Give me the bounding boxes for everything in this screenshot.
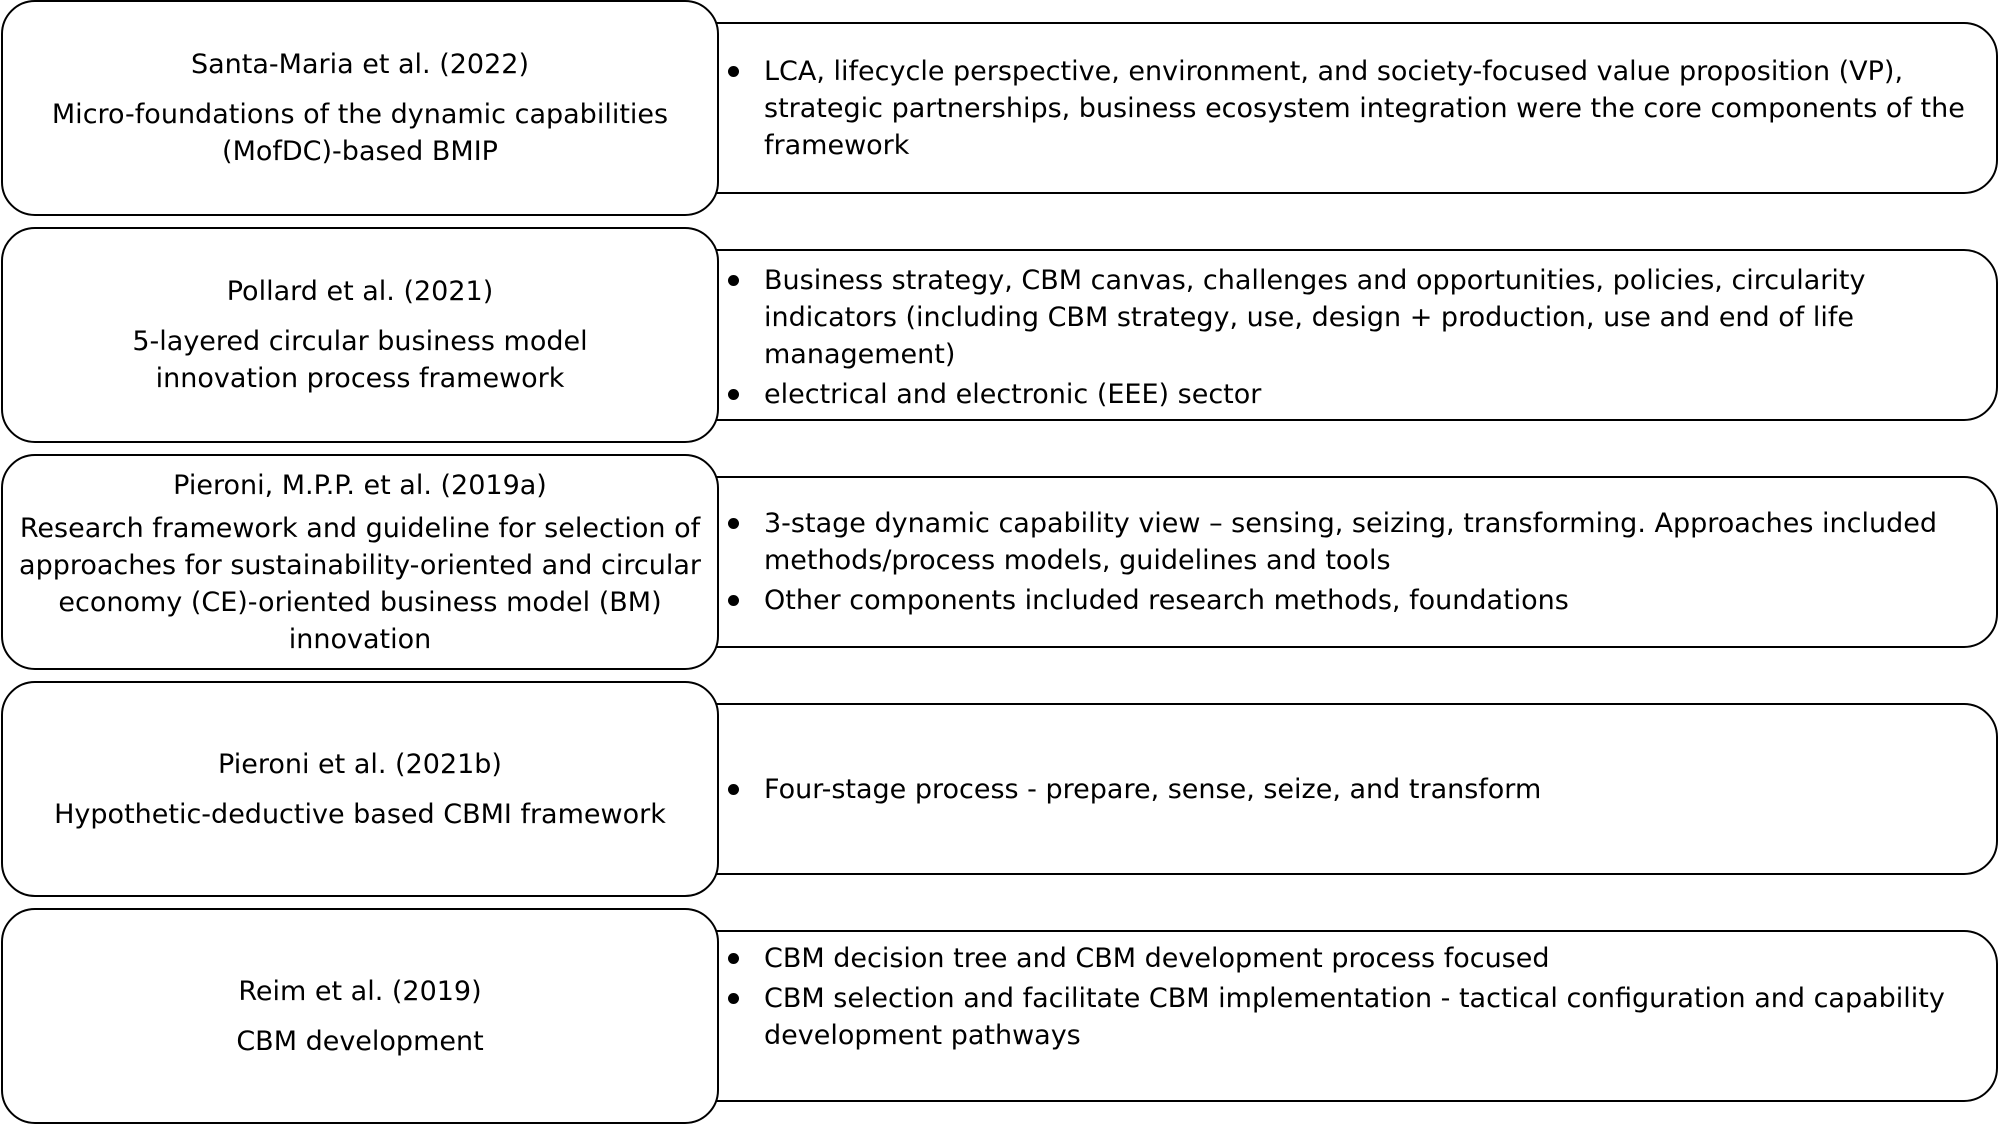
- bullet-list: [764, 50, 1970, 167]
- framework-row: [0, 908, 2000, 1124]
- framework-name: Research framework and guideline for selection of approaches for sustainability-oriented and circular economy (CE)-oriented business model (BM) innovation: [19, 512, 701, 655]
- framework-row: [0, 0, 2000, 216]
- bullet-item: Other components included research methods, foundations: [764, 582, 1970, 619]
- reference-box: [1, 908, 719, 1124]
- description-box: [680, 703, 1998, 875]
- reference-box: [1, 681, 719, 897]
- description-box: [680, 22, 1998, 194]
- description-box: [680, 930, 1998, 1102]
- bullet-list: [764, 259, 1970, 416]
- reference-box: [1, 227, 719, 443]
- reference-citation: Pieroni, M.P.P. et al. (2019a): [173, 469, 547, 501]
- description-box: [680, 476, 1998, 648]
- framework-name: Hypothetic-deductive based CBMI framework: [54, 798, 666, 830]
- framework-row: [0, 227, 2000, 443]
- reference-box: [1, 0, 719, 216]
- bullet-item: CBM decision tree and CBM development process focused: [764, 940, 1970, 977]
- framework-name: 5-layered circular business model innovation process framework: [132, 326, 588, 394]
- framework-name: CBM development: [236, 1025, 484, 1057]
- bullet-item: LCA, lifecycle perspective, environment, and society-focused value proposition (VP), strategic partnerships, business ecosystem integration were the core components of the framework: [764, 53, 1970, 164]
- bullet-item: Four-stage process - prepare, sense, seize, and transform: [764, 771, 1970, 808]
- reference-citation: Reim et al. (2019): [238, 975, 482, 1007]
- bullet-item: 3-stage dynamic capability view – sensing, seizing, transforming. Approaches included methods/process models, guidelines and tools: [764, 505, 1970, 579]
- framework-row: [0, 681, 2000, 897]
- reference-citation: Pieroni et al. (2021b): [218, 748, 502, 780]
- reference-citation: Santa-Maria et al. (2022): [190, 49, 529, 80]
- bullet-list: [764, 937, 1970, 1057]
- bullet-item: Business strategy, CBM canvas, challenges and opportunities, policies, circularity indicators (including CBM strategy, use, design + production, use and end of life management): [764, 262, 1970, 373]
- bullet-item: CBM selection and facilitate CBM implementation - tactical configuration and capability development pathways: [764, 980, 1970, 1054]
- description-box: [680, 249, 1998, 421]
- bullet-list: [764, 502, 1970, 622]
- bullet-item: electrical and electronic (EEE) sector: [764, 376, 1970, 413]
- reference-box: [1, 454, 719, 670]
- bullet-list: [764, 768, 1970, 811]
- reference-citation: Pollard et al. (2021): [226, 276, 494, 307]
- framework-row: [0, 454, 2000, 670]
- framework-name: Micro-foundations of the dynamic capabilities (MofDC)-based BMIP: [51, 99, 669, 167]
